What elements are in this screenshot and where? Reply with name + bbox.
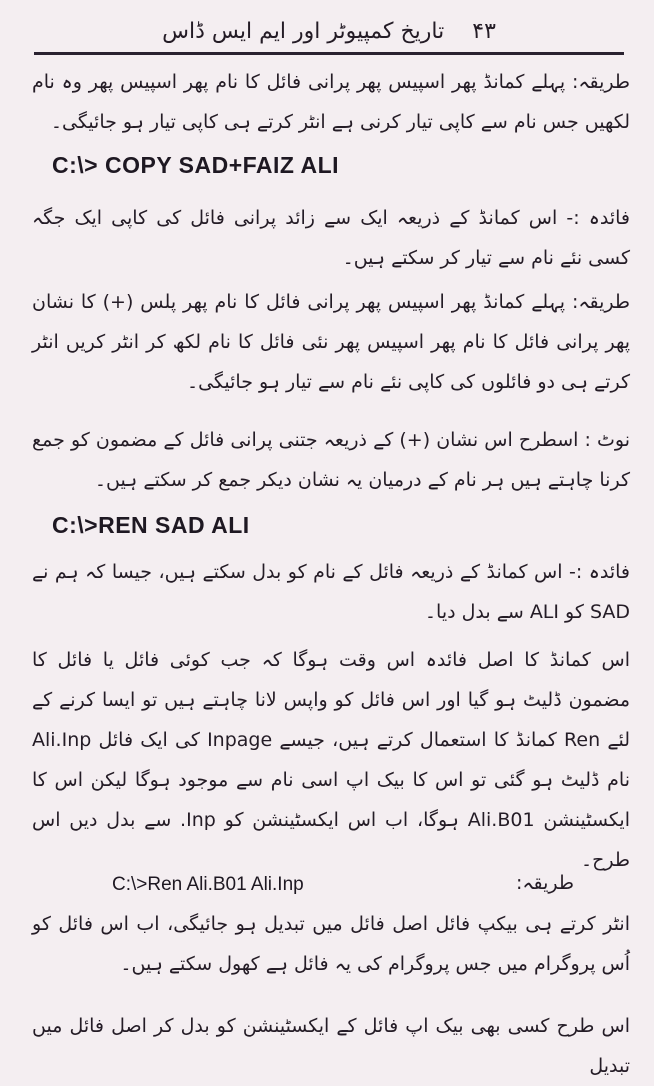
- paragraph-result: انٹر کرتے ہی بیکپ فائل اصل فائل میں تبدیل ہو جائیگی، اب اس فائل کو اُس پروگرام میں جس پروگرام کی یہ فائل ہے کھول سکتے ہیں۔: [32, 913, 630, 975]
- paragraph-method-copy: طریقہ: پہلے کمانڈ پھر اسپیس پھر پرانی فائل کا نام پھر اسپیس پھر وہ نام لکھیں جس نام سے کاپی تیار کرنی ہے انٹر کرتے ہی کاپی تیار ہو جائیگی۔: [32, 71, 630, 133]
- paragraph-method-plus: طریقہ: پہلے کمانڈ پھر اسپیس پھر پرانی فائل کا نام پھر پلس (+) کا نشان پھر پرانی فائل کا نام پھر اسپیس پھر نئی فائل کا نام لکھ کر انٹر کریں انٹر کرتے ہی دو فائلوں کی کاپی نئے نام سے تیار ہو جائیگی۔: [32, 291, 630, 393]
- paragraph-benefit-copy: فائدہ :- اس کمانڈ کے ذریعہ ایک سے زائد پرانی فائل کی کاپی ایک جگہ کسی نئے نام سے تیار کر سکتے ہیں۔: [32, 207, 630, 269]
- paragraph-continuation: اس طرح کسی بھی بیک اپ فائل کے ایکسٹینشن کو بدل کر اصل فائل میں تبدیل: [32, 1015, 630, 1077]
- command-ren: C:\>REN SAD ALI: [52, 512, 250, 538]
- paragraph-note: نوٹ : اسطرح اس نشان (+) کے ذریعہ جتنی پرانی فائل کے مضمون کو جمع کرنا چاہتے ہیں ہر نام کے درمیان یہ نشان دیکر جمع کر سکتے ہیں۔: [32, 429, 630, 491]
- running-title: تاریخ کمپیوٹر اور ایم ایس ڈاس: [162, 18, 445, 44]
- header-rule: [34, 52, 624, 55]
- label-method-ren: طریقہ:: [515, 872, 574, 894]
- paragraph-ren-explanation: اس کمانڈ کا اصل فائدہ اس وقت ہوگا کہ جب کوئی فائل یا فائل کا مضمون ڈلیٹ ہو گیا اور اس فائل کو واپس لانا چاہتے ہیں تو ایسا کرنے کے لئے Ren کمانڈ کا استعمال کرتے ہیں، جیسے Inpage کی ایک فائل Ali.Inp نام ڈلیٹ ہو گئی تو اس کا بیک اپ اسی نام سے موجود ہوگا لیکن اس کا ایکسٹینشن Ali.B01 ہوگا، اب اس ایکسٹینشن کو Inp. سے بدل دیں اس طرح۔: [32, 649, 630, 871]
- page-header: [34, 10, 624, 52]
- command-ren-example: C:\>Ren Ali.B01 Ali.Inp: [112, 874, 304, 895]
- page-number: ۴۳: [472, 18, 496, 44]
- command-copy: C:\> COPY SAD+FAIZ ALI: [52, 152, 340, 178]
- paragraph-benefit-ren: فائدہ :- اس کمانڈ کے ذریعہ فائل کے نام کو بدل سکتے ہیں، جیسا کہ ہم نے SAD کو ALI سے بدل دیا۔: [32, 561, 630, 623]
